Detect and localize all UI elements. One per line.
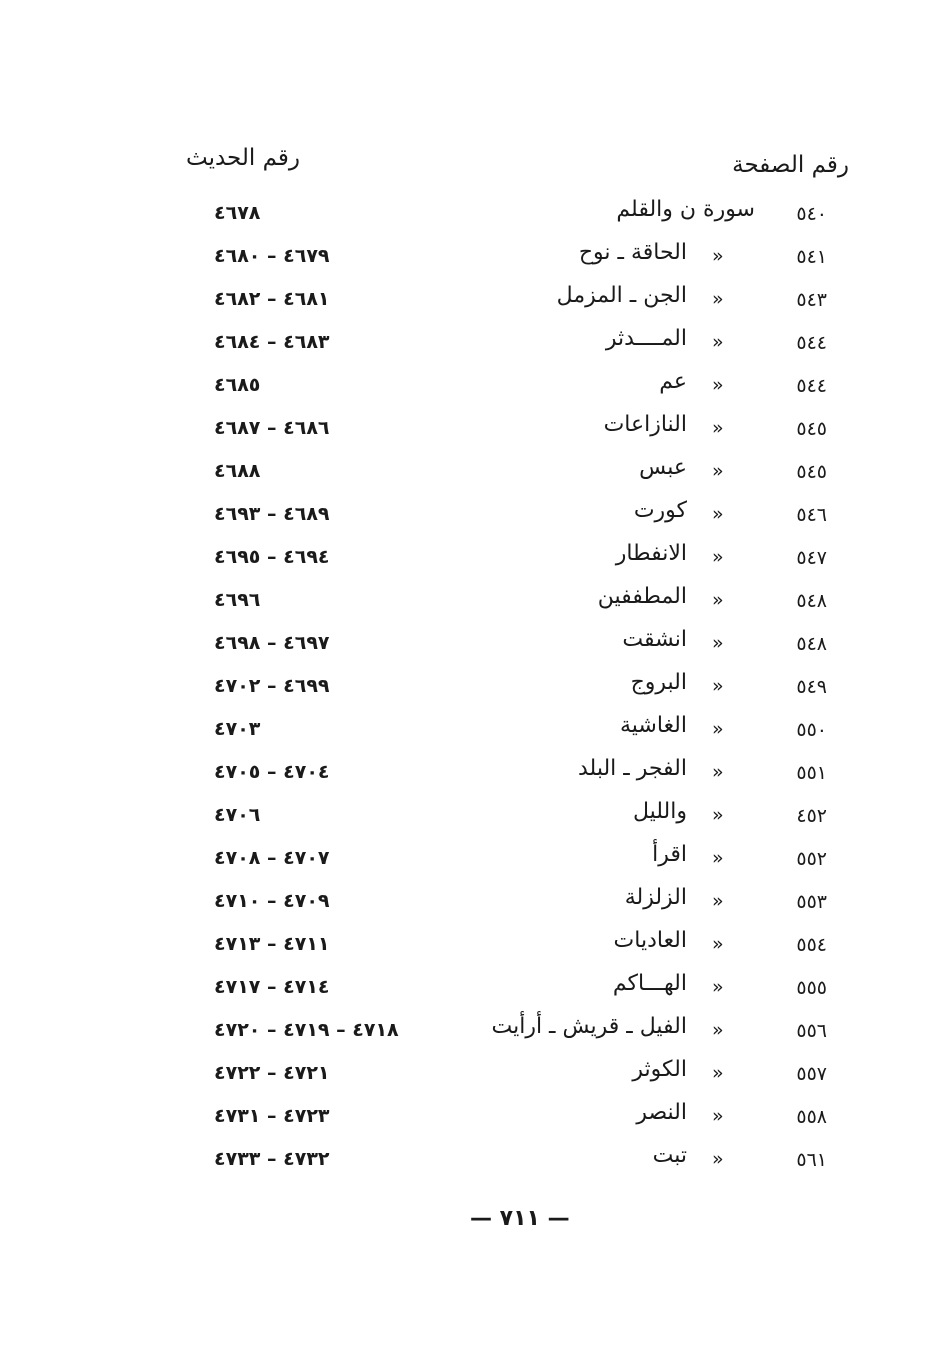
page-footer-number: — ٧١١ — [470, 1206, 570, 1231]
surah-name-cell: الفجر ـ البلد [577, 756, 687, 781]
hadith-number-cell: ٤٦٧٩ – ٤٦٨٠ [214, 245, 330, 267]
surah-name-cell: العاديات [613, 928, 687, 953]
hadith-number-cell: ٤٦٧٨ [214, 202, 261, 224]
table-row [0, 756, 927, 799]
page-number-cell: ٥٥٦ [796, 1020, 827, 1042]
hadith-number-cell: ٤٧١١ – ٤٧١٣ [214, 933, 330, 955]
page-number-cell: ٥٥٥ [796, 977, 827, 999]
hadith-number-cell: ٤٦٩٧ – ٤٦٩٨ [214, 632, 330, 654]
table-row [0, 1143, 927, 1186]
ditto-mark: » [712, 589, 724, 611]
table-row [0, 369, 927, 412]
hadith-number-cell: ٤٧٢١ – ٤٧٢٢ [214, 1062, 330, 1084]
page-number-cell: ٥٤٤ [796, 332, 827, 354]
surah-name-cell: البروج [630, 670, 687, 695]
table-row [0, 928, 927, 971]
hadith-number-cell: ٤٧١٤ – ٤٧١٧ [214, 976, 330, 998]
page-number-cell: ٥٤٨ [796, 633, 827, 655]
hadith-number-column-header: رقم الحديث [186, 145, 301, 171]
hadith-number-cell: ٤٦٨١ – ٤٦٨٢ [214, 288, 330, 310]
surah-name-cell: الحاقة ـ نوح [578, 240, 687, 265]
ditto-mark: » [712, 933, 724, 955]
page-number-cell: ٥٤٣ [796, 289, 827, 311]
page-number-cell: ٥٤٤ [796, 375, 827, 397]
ditto-mark: » [712, 718, 724, 740]
page-number-cell: ٥٥٢ [796, 848, 827, 870]
ditto-mark: » [712, 245, 724, 267]
page-number-cell: ٥٤٦ [796, 504, 827, 526]
page-number-cell: ٥٤٩ [796, 676, 827, 698]
page-number-cell: ٥٤٠ [796, 203, 827, 225]
page-number-cell: ٥٥٠ [796, 719, 827, 741]
table-row [0, 670, 927, 713]
hadith-number-cell: ٤٧٠٧ – ٤٧٠٨ [214, 847, 330, 869]
hadith-number-cell: ٤٦٩٩ – ٤٧٠٢ [214, 675, 330, 697]
surah-name-cell: النصر [636, 1100, 687, 1125]
ditto-mark: » [712, 460, 724, 482]
table-row [0, 885, 927, 928]
page-number-cell: ٥٤٨ [796, 590, 827, 612]
ditto-mark: » [712, 1105, 724, 1127]
table-row [0, 541, 927, 584]
surah-name-cell: عبس [639, 455, 687, 480]
ditto-mark: » [712, 288, 724, 310]
ditto-mark: » [712, 417, 724, 439]
surah-name-cell: اقرأ [652, 842, 687, 867]
surah-name-cell: الزلزلة [624, 885, 687, 910]
surah-name-cell: انشقت [622, 627, 687, 652]
ditto-mark: » [712, 1062, 724, 1084]
ditto-mark: » [712, 331, 724, 353]
hadith-number-cell: ٤٦٨٥ [214, 374, 261, 396]
table-row [0, 1100, 927, 1143]
table-row [0, 842, 927, 885]
surah-name-cell: الهـــاكم [612, 971, 687, 996]
surah-name-cell: المطففين [597, 584, 687, 609]
ditto-mark: » [712, 1019, 724, 1041]
hadith-number-cell: ٤٦٩٦ [214, 589, 261, 611]
page-number-cell: ٥٥٤ [796, 934, 827, 956]
hadith-number-cell: ٤٧٣٢ – ٤٧٣٣ [214, 1148, 330, 1170]
ditto-mark: » [712, 503, 724, 525]
surah-name-cell: الانفطار [615, 541, 687, 566]
page-number-cell: ٥٥١ [796, 762, 827, 784]
surah-name-cell: الفيل ـ قريش ـ أرأيت [491, 1014, 687, 1039]
page-number-cell: ٥٥٨ [796, 1106, 827, 1128]
ditto-mark: » [712, 374, 724, 396]
hadith-number-cell: ٤٦٨٩ – ٤٦٩٣ [214, 503, 330, 525]
hadith-number-cell: ٤٦٩٤ – ٤٦٩٥ [214, 546, 330, 568]
hadith-number-cell: ٤٧٠٩ – ٤٧١٠ [214, 890, 330, 912]
ditto-mark: » [712, 632, 724, 654]
table-row [0, 498, 927, 541]
page-number-column-header: رقم الصفحة [732, 152, 849, 178]
hadith-number-cell: ٤٧٠٤ – ٤٧٠٥ [214, 761, 330, 783]
page-number-cell: ٥٤٧ [796, 547, 827, 569]
page-number-cell: ٥٥٣ [796, 891, 827, 913]
ditto-mark: » [712, 675, 724, 697]
surah-name-cell: المــــدثر [605, 326, 687, 351]
table-row [0, 283, 927, 326]
table-row [0, 1014, 927, 1057]
surah-name-cell: الجن ـ المزمل [556, 283, 687, 308]
surah-name-cell: والليل [632, 799, 687, 824]
ditto-mark: » [712, 804, 724, 826]
ditto-mark: » [712, 761, 724, 783]
page-number-cell: ٥٤٥ [796, 461, 827, 483]
surah-name-cell: كورت [633, 498, 687, 523]
table-row [0, 627, 927, 670]
surah-name-cell: سورة ن والقلم [616, 197, 755, 222]
ditto-mark: » [712, 847, 724, 869]
surah-name-cell: النازاعات [603, 412, 687, 437]
hadith-number-cell: ٤٧٠٣ [214, 718, 261, 740]
surah-name-cell: الكوثر [632, 1057, 687, 1082]
page-number-cell: ٤٥٢ [796, 805, 827, 827]
table-row [0, 412, 927, 455]
ditto-mark: » [712, 976, 724, 998]
table-row [0, 713, 927, 756]
table-row [0, 799, 927, 842]
table-row [0, 584, 927, 627]
page-number-cell: ٥٤١ [796, 246, 827, 268]
index-table [0, 197, 927, 1186]
ditto-mark: » [712, 890, 724, 912]
page-number-cell: ٥٤٥ [796, 418, 827, 440]
table-row [0, 240, 927, 283]
table-row [0, 326, 927, 369]
surah-name-cell: تبت [652, 1143, 687, 1168]
ditto-mark: » [712, 546, 724, 568]
table-row [0, 1057, 927, 1100]
hadith-number-cell: ٤٧٠٦ [214, 804, 261, 826]
hadith-number-cell: ٤٦٨٦ – ٤٦٨٧ [214, 417, 330, 439]
page-number-cell: ٥٦١ [796, 1149, 827, 1171]
hadith-number-cell: ٤٧٢٣ – ٤٧٣١ [214, 1105, 330, 1127]
surah-name-cell: عم [659, 369, 687, 394]
table-row [0, 971, 927, 1014]
page-number-cell: ٥٥٧ [796, 1063, 827, 1085]
ditto-mark: » [712, 1148, 724, 1170]
hadith-number-cell: ٤٦٨٣ – ٤٦٨٤ [214, 331, 330, 353]
hadith-number-cell: ٤٧١٨ – ٤٧١٩ – ٤٧٢٠ [214, 1019, 399, 1041]
hadith-number-cell: ٤٦٨٨ [214, 460, 261, 482]
table-row [0, 455, 927, 498]
surah-name-cell: الغاشية [620, 713, 687, 738]
table-row [0, 197, 927, 240]
